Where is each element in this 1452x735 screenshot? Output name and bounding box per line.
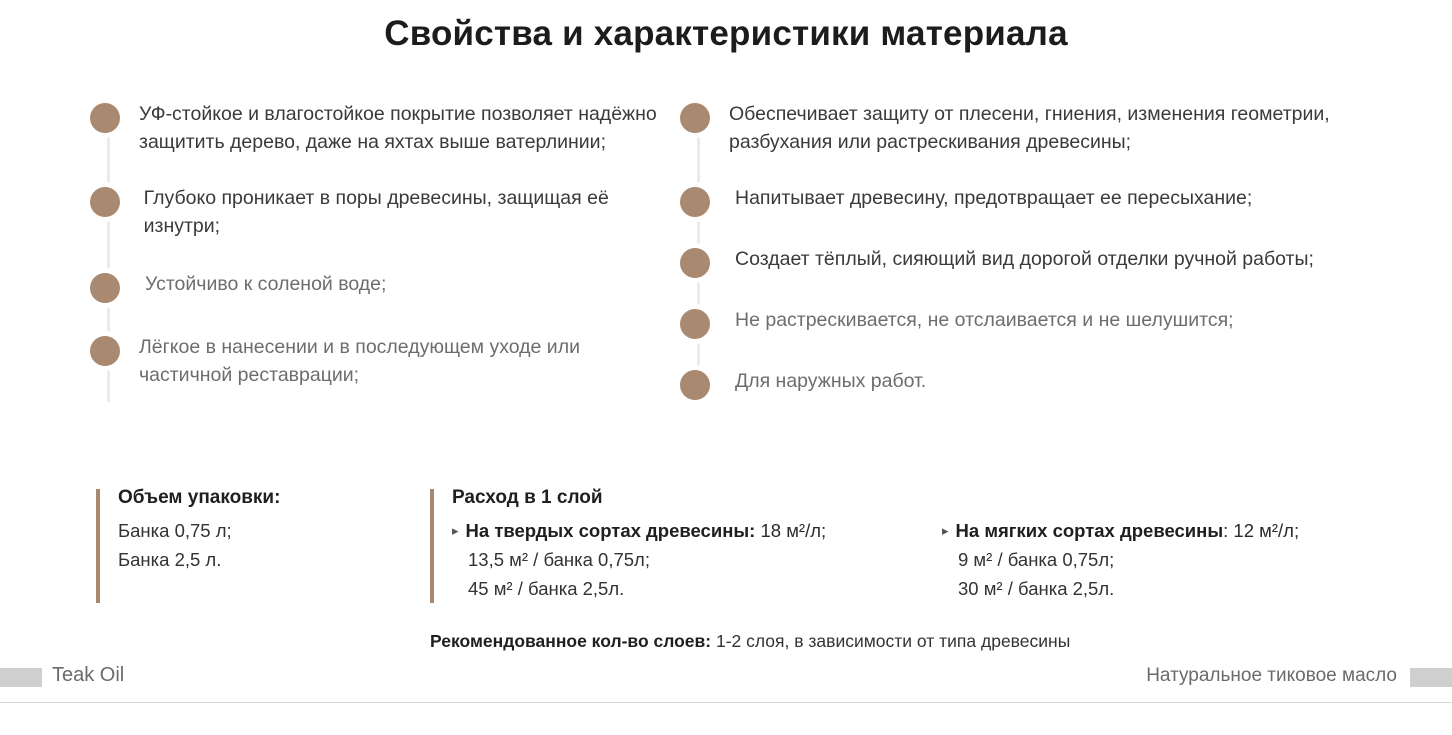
list-item [680, 184, 1380, 217]
bullet-column-left [90, 100, 670, 428]
volume-panel-line: Банка 2,5 л. [118, 549, 222, 570]
footer-decoration-right [1410, 668, 1452, 687]
usage-detail-line: 9 м² / банка 0,75л; [958, 549, 1115, 570]
usage-label: На мягких сортах древесины [955, 520, 1224, 541]
footer-product-name: Teak Oil [52, 664, 125, 686]
usage-detail-line: 30 м² / банка 2,5л. [958, 578, 1115, 599]
list-item [680, 306, 1380, 339]
bullet-dot-icon [680, 367, 716, 400]
list-item-label: Не растрескивается, не отслаивается и не шелушится; [735, 309, 1234, 331]
bullet-dot-icon [90, 184, 125, 217]
usage-value: 18 м²/л; [755, 520, 827, 541]
list-item-label: Напитывает древесину, предотвращает ее пересыхание; [735, 187, 1253, 209]
list-item-label: Лёгкое в нанесении и в последующем уходе или частичной реставрации; [139, 336, 580, 386]
list-item [90, 333, 670, 389]
bullet-dot-icon [680, 184, 716, 217]
bullet-dot-icon [680, 306, 716, 339]
usage-column-hardwood [452, 516, 942, 603]
list-item [90, 270, 670, 303]
list-item-label: Глубоко проникает в поры древесины, защищая её изнутри; [143, 187, 609, 237]
list-item-label: Для наружных работ. [735, 370, 927, 392]
list-item [680, 100, 1380, 156]
bullet-dot-icon [680, 100, 710, 133]
caret-right-icon: ▸ [452, 523, 459, 538]
recommended-layers-label: Рекомендованное кол-во слоев: [430, 631, 712, 651]
usage-column-softwood [942, 516, 1432, 603]
volume-panel [96, 487, 418, 603]
bullet-dot-icon [90, 270, 126, 303]
footer-decoration-left [0, 668, 42, 687]
bullet-dot-icon [90, 100, 120, 133]
bullet-column-right [680, 100, 1380, 428]
recommended-layers-value: 1-2 слоя, в зависимости от типа древесины [711, 631, 1071, 651]
usage-detail-line: 45 м² / банка 2,5л. [468, 578, 625, 599]
page-title: Свойства и характеристики материала [384, 14, 1068, 53]
list-item [90, 100, 670, 156]
bullet-columns [0, 100, 1452, 428]
list-item-label: Устойчиво к соленой воде; [145, 273, 387, 295]
usage-panel [430, 487, 1432, 603]
list-item-label: УФ-стойкое и влагостойкое покрытие позволяет надёжно защитить дерево, даже на яхтах выше ватерлинии; [139, 103, 657, 153]
list-item-label: Обеспечивает защиту от плесени, гниения, изменения геометрии, разбухания или растрескивания древесины; [729, 103, 1330, 153]
info-panels [0, 487, 1452, 603]
footer-product-description: Натуральное тиковое масло [1146, 665, 1397, 686]
usage-label: На твердых сортах древесины: [465, 520, 756, 541]
list-item [90, 184, 670, 240]
list-item-label: Создает тёплый, сияющий вид дорогой отделки ручной работы; [735, 248, 1314, 270]
list-item [680, 245, 1380, 278]
footer-divider [0, 702, 1452, 703]
recommended-layers [430, 631, 1070, 652]
caret-right-icon: ▸ [942, 523, 949, 538]
bullet-dot-icon [680, 245, 716, 278]
list-item [680, 367, 1380, 400]
bullet-dot-icon [90, 333, 120, 366]
volume-panel-heading: Объем упаковки: [118, 487, 281, 508]
usage-value: : 12 м²/л; [1223, 520, 1300, 541]
volume-panel-line: Банка 0,75 л; [118, 520, 232, 541]
usage-panel-heading: Расход в 1 слой [452, 487, 603, 508]
usage-detail-line: 13,5 м² / банка 0,75л; [468, 549, 650, 570]
